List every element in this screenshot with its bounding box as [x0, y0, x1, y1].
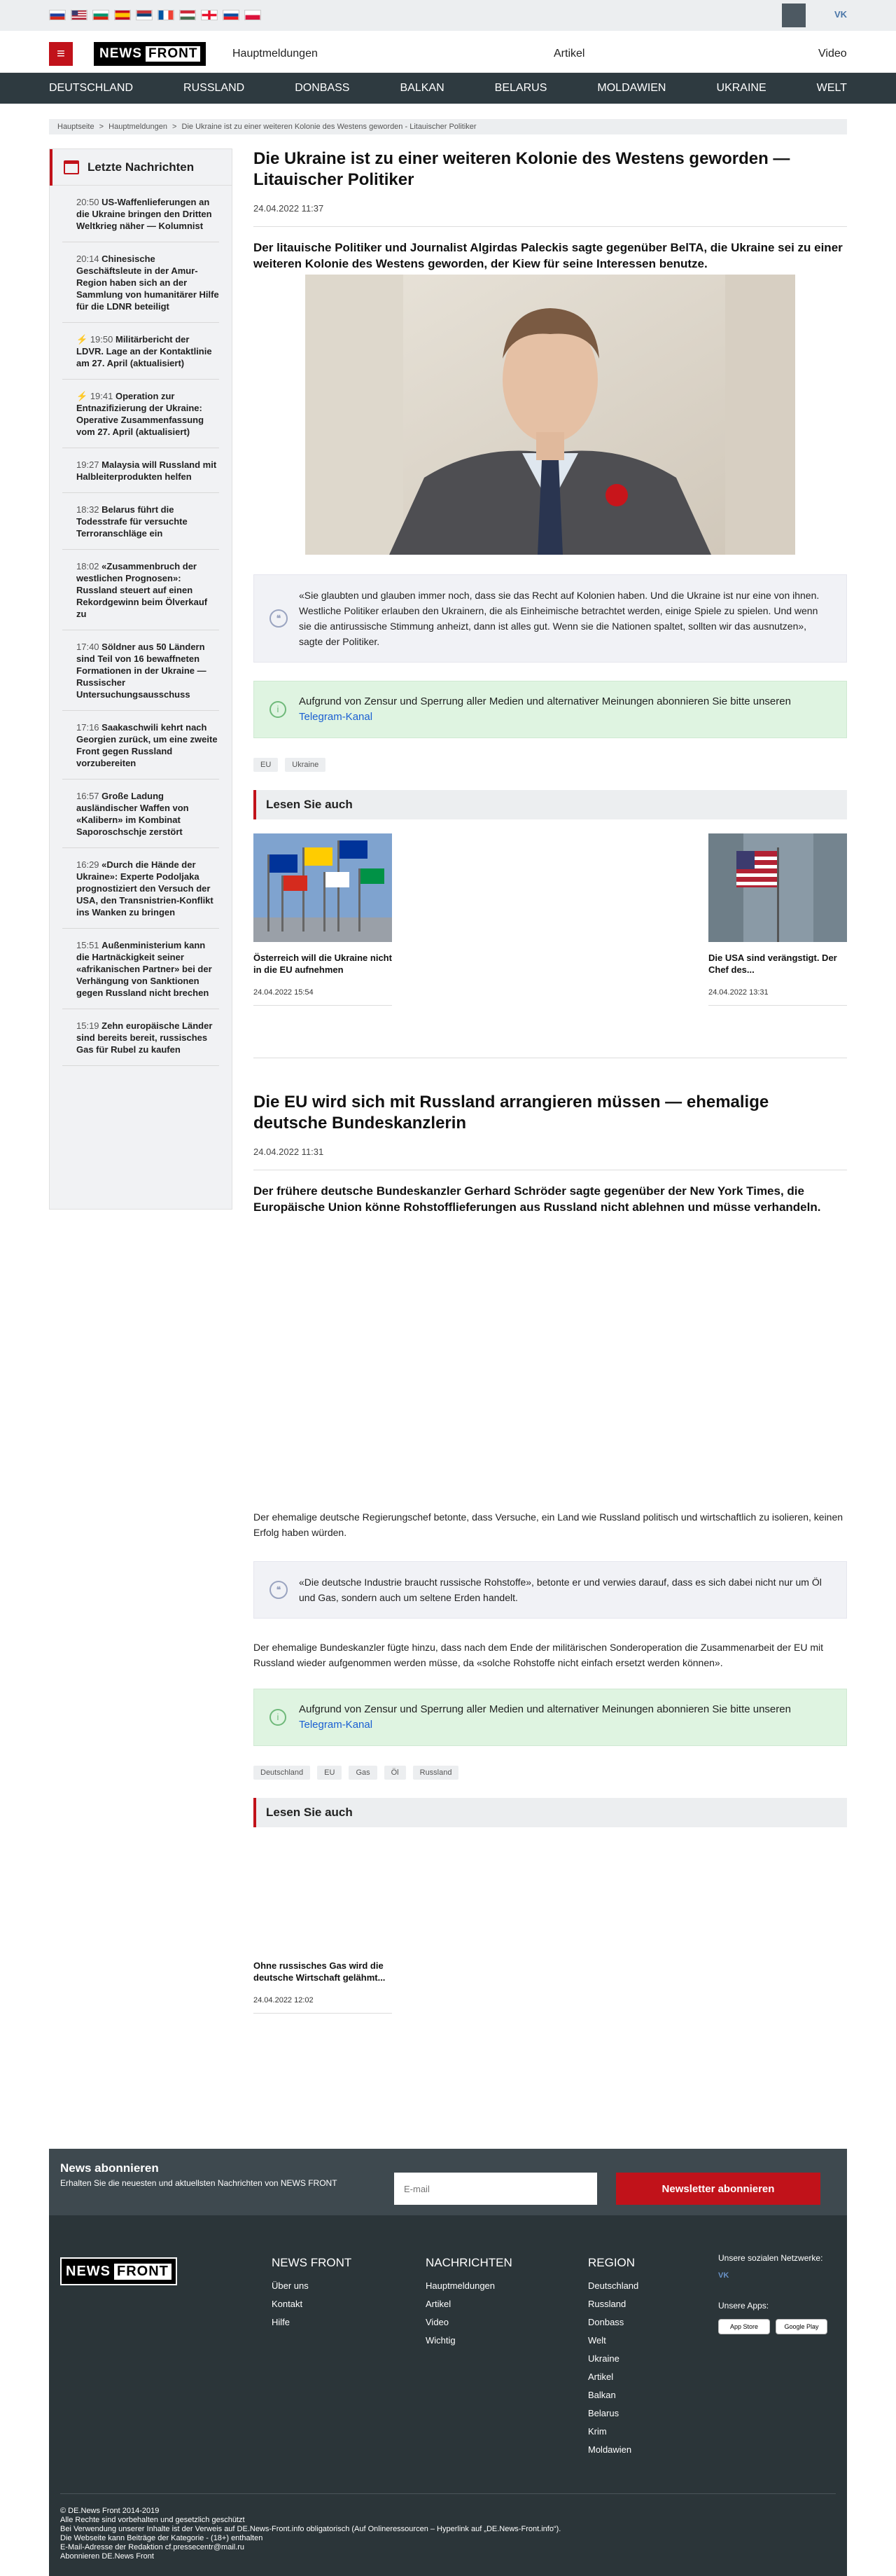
legal-line: Die Webseite kann Beiträge der Kategorie - (18+) enthalten [60, 2534, 263, 2542]
footer-logo[interactable] [60, 2257, 177, 2285]
footer-link[interactable]: Belarus [588, 2408, 620, 2418]
telegram-link[interactable]: Telegram-Kanal [299, 1719, 373, 1731]
flash-icon: ⚡ [76, 334, 88, 345]
quote-icon: ❝ [270, 1581, 288, 1599]
flag-fr-icon[interactable] [158, 10, 174, 20]
footer-col-region [588, 2256, 638, 2459]
sidebar-news-item[interactable] [62, 780, 219, 848]
breadcrumb-separator: > [99, 123, 104, 131]
flag-us-icon[interactable] [71, 10, 88, 20]
search-toggle-button[interactable] [782, 4, 806, 27]
nav-video[interactable]: Video [818, 48, 847, 60]
flag-hu-icon[interactable] [179, 10, 196, 20]
info-icon: i [270, 701, 286, 718]
social-title: Unsere sozialen Netzwerke: [718, 2253, 823, 2263]
footer-legal [60, 2493, 836, 2561]
article-photo [305, 275, 795, 555]
flag-pl-icon[interactable] [244, 10, 261, 20]
vk-icon[interactable]: VK [718, 2271, 729, 2280]
footer-link[interactable]: Kontakt [272, 2299, 303, 2309]
telegram-text: Aufgrund von Zensur und Sperrung aller Medien und alternativer Meinungen abonnieren Sie bitte unseren [299, 1703, 791, 1715]
news-time: 17:40 [76, 642, 99, 652]
app-store-badge[interactable]: App Store [718, 2319, 770, 2334]
article-title: Die Ukraine ist zu einer weiteren Kolonie des Westens geworden — Litauischer Politiker [253, 149, 790, 189]
sidebar-header [50, 149, 232, 186]
news-headline[interactable]: Außenministerium kann die Hartnäckigkeit seiner «afrikanischen Partner» bei der Verhängung von Sanktionen gegen Russland nicht brechen [76, 940, 212, 998]
article-quote [253, 574, 847, 663]
tag-list [253, 758, 847, 772]
article-date: 24.04.2022 11:37 [253, 203, 324, 214]
footer-col-title: REGION [588, 2256, 636, 2269]
news-headline[interactable]: Operation zur Entnazifizierung der Ukraine: Operative Zusammenfassung vom 27. April (aktualisiert) [76, 391, 204, 437]
divider [253, 226, 847, 227]
region-welt[interactable]: WELT [816, 82, 847, 94]
news-headline[interactable]: Belarus führt die Todesstrafe für versuchte Terroranschläge ein [76, 504, 188, 539]
tag[interactable]: Gas [349, 1766, 377, 1780]
region-belarus[interactable]: BELARUS [494, 82, 547, 94]
region-nav [0, 73, 896, 104]
card-title[interactable]: Die USA sind verängstigt. Der Chef des... [708, 953, 837, 975]
footer-link[interactable]: Ukraine [588, 2353, 620, 2364]
main-content [253, 148, 847, 2016]
nav-artikel[interactable]: Artikel [554, 48, 585, 60]
news-time: 19:50 [90, 334, 113, 345]
news-time: 16:29 [76, 859, 99, 870]
tag[interactable]: EU [317, 1766, 342, 1780]
article-quote [253, 1561, 847, 1619]
footer-col-newsfront [272, 2256, 351, 2332]
sidebar-news-list [50, 186, 232, 1066]
article-2 [253, 1092, 847, 2016]
footer-link[interactable]: Welt [588, 2335, 606, 2346]
news-time: 19:27 [76, 459, 99, 470]
tag[interactable]: EU [253, 758, 278, 772]
breadcrumb-separator: > [172, 123, 177, 131]
region-deutschland[interactable]: DEUTSCHLAND [49, 82, 134, 94]
site-footer [49, 2215, 847, 2576]
calendar-icon [64, 160, 79, 174]
info-icon: i [270, 1709, 286, 1726]
footer-link[interactable]: Donbass [588, 2317, 624, 2327]
news-time: 20:14 [76, 254, 99, 264]
footer-link[interactable]: Balkan [588, 2390, 616, 2400]
newsletter-subtitle: Erhalten Sie die neuesten und aktuellsten Nachrichten von NEWS FRONT [60, 2178, 337, 2188]
news-time: 20:50 [76, 197, 99, 207]
sidebar-title: Letzte Nachrichten [88, 160, 195, 174]
tag[interactable]: Russland [413, 1766, 459, 1780]
image-placeholder [253, 1215, 847, 1509]
sidebar-news-item[interactable] [62, 1009, 219, 1066]
footer-col-nachrichten [426, 2256, 512, 2350]
news-headline[interactable]: Malaysia will Russland mit Halbleiterprodukten helfen [76, 459, 217, 482]
article-lead: Der frühere deutsche Bundeskanzler Gerhard Schröder sagte gegenüber der New York Times, die Europäische Union könne Rohstofflieferungen aus Russland nicht ablehnen und müsse verhandeln. [253, 1184, 821, 1214]
card-image-placeholder [253, 1841, 392, 1950]
logo-front-text: FRONT [146, 46, 200, 62]
google-play-badge[interactable]: Google Play [776, 2319, 827, 2334]
sidebar-news-item[interactable] [62, 929, 219, 1009]
article-title: Die EU wird sich mit Russland arrangieren müssen — ehemalige deutsche Bundeskanzlerin [253, 1093, 769, 1133]
logo-news-text: NEWS [99, 46, 142, 61]
article-1 [253, 148, 847, 1023]
related-card[interactable] [708, 833, 847, 1006]
tag[interactable]: Deutschland [253, 1766, 310, 1780]
news-time: 15:19 [76, 1020, 99, 1031]
news-time: 18:02 [76, 561, 99, 572]
news-time: 16:57 [76, 791, 99, 801]
related-cards [253, 1841, 847, 2016]
card-date: 24.04.2022 13:31 [708, 988, 847, 1006]
related-card[interactable] [253, 833, 392, 1006]
newsletter-title: News abonnieren [60, 2161, 159, 2175]
footer-link[interactable]: Wichtig [426, 2335, 456, 2346]
vk-icon[interactable]: VK [834, 9, 848, 20]
footer-link[interactable]: Artikel [588, 2371, 614, 2382]
region-balkan[interactable]: BALKAN [400, 82, 444, 94]
sidebar-news-item[interactable] [62, 448, 219, 493]
footer-link[interactable]: Russland [588, 2299, 626, 2309]
logo-news-text: NEWS [66, 2263, 111, 2279]
legal-line: Bei Verwendung unserer Inhalte ist der Verweis auf DE.News-Front.info obligatorisch (Auf Onlineressourcen – Hyperlink auf „DE.News-Front.info“). [60, 2525, 561, 2533]
news-headline[interactable]: «Zusammenbruch der westlichen Prognosen»: Russland steuert auf einen Rekordgewinn beim Ölverkauf zu [76, 561, 208, 619]
flag-sk-icon[interactable] [223, 10, 239, 20]
newsletter-email-input[interactable] [394, 2173, 597, 2205]
footer-link[interactable]: Deutschland [588, 2280, 639, 2291]
news-time: 15:51 [76, 940, 99, 950]
article-paragraph: Der ehemalige Bundeskanzler fügte hinzu, dass nach dem Ende der militärischen Sonderoperation die Zusammenarbeit der EU mit Russland wieder aufgenommen werden müsse, da «solche Rohstoffe nicht einfach ersetzt werden können». [253, 1642, 823, 1668]
footer-link[interactable]: Hilfe [272, 2317, 290, 2327]
tag[interactable]: Öl [384, 1766, 406, 1780]
news-time: 17:16 [76, 722, 99, 733]
footer-link[interactable]: Video [426, 2317, 449, 2327]
nav-hauptmeldungen[interactable]: Hauptmeldungen [232, 48, 318, 60]
news-time: 19:41 [90, 391, 113, 401]
footer-social [718, 2253, 833, 2334]
sidebar-news-item[interactable] [62, 711, 219, 780]
sidebar-news-item[interactable] [62, 630, 219, 711]
flag-ru-icon[interactable] [49, 10, 66, 20]
newsletter-section [49, 2149, 847, 2215]
legal-line: E-Mail-Adresse der Redaktion cf.pressecentr@mail.ru [60, 2543, 245, 2551]
read-also-header: Lesen Sie auch [253, 790, 847, 819]
news-headline[interactable]: Zehn europäische Länder sind bereits bereit, russisches Gas für Rubel zu kaufen [76, 1020, 213, 1055]
flash-icon: ⚡ [76, 391, 88, 401]
breadcrumb [49, 119, 847, 134]
card-title[interactable]: Ohne russisches Gas wird die deutsche Wirtschaft gelähmt... [253, 1960, 386, 1983]
article-paragraph: Der ehemalige deutsche Regierungschef betonte, dass Versuche, ein Land wie Russland politisch und wirtschaftlich zu isolieren, keinen Erfolg haben würden. [253, 1511, 844, 1538]
hamburger-icon: ≡ [57, 46, 65, 62]
sidebar-news-item[interactable] [62, 186, 219, 242]
sidebar-news-item[interactable] [62, 550, 219, 630]
news-headline[interactable]: Söldner aus 50 Ländern sind Teil von 16 bewaffneten Formationen in der Ukraine — Russischer Untersuchungsausschuss [76, 642, 206, 700]
related-cards [253, 833, 847, 1023]
flag-es-icon[interactable] [114, 10, 131, 20]
apps-title: Unsere Apps: [718, 2301, 769, 2311]
flag-ge-icon[interactable] [201, 10, 218, 20]
tag[interactable]: Ukraine [285, 758, 326, 772]
card-title[interactable]: Österreich will die Ukraine nicht in die EU aufnehmen [253, 953, 392, 975]
news-headline[interactable]: US-Waffenlieferungen an die Ukraine bringen den Dritten Weltkrieg näher — Kolumnist [76, 197, 212, 231]
region-ukraine[interactable]: UKRAINE [716, 82, 766, 94]
newsletter-subscribe-button[interactable]: Newsletter abonnieren [616, 2173, 820, 2205]
breadcrumb-section[interactable]: Hauptmeldungen [108, 123, 167, 131]
footer-col-title: NEWS FRONT [272, 2256, 352, 2269]
site-logo[interactable] [94, 42, 206, 66]
sidebar-news-item[interactable] [62, 848, 219, 929]
footer-link[interactable]: Krim [588, 2426, 607, 2437]
region-moldawien[interactable]: MOLDAWIEN [597, 82, 666, 94]
news-time: 18:32 [76, 504, 99, 515]
legal-line[interactable]: Abonnieren DE.News Front [60, 2552, 154, 2561]
breadcrumb-home[interactable]: Hauptseite [57, 123, 94, 131]
news-headline[interactable]: Militärbericht der LDVR. Lage an der Kontaktlinie am 27. April (aktualisiert) [76, 334, 212, 368]
card-image [708, 833, 847, 942]
menu-button[interactable] [49, 42, 73, 66]
quote-icon: ❝ [270, 609, 288, 628]
tag-list [253, 1766, 847, 1780]
article-date: 24.04.2022 11:31 [253, 1147, 324, 1157]
telegram-text: Aufgrund von Zensur und Sperrung aller Medien und alternativer Meinungen abonnieren Sie bitte unseren [299, 695, 791, 707]
flag-bg-icon[interactable] [92, 10, 109, 20]
legal-line: Alle Rechte sind vorbehalten und gesetzlich geschützt [60, 2516, 245, 2524]
quote-text: «Die deutsche Industrie braucht russische Rohstoffe», betonte er und verwies darauf, dass es sich dabei nicht nur um Öl und Gas, sondern auch um seltene Erden handelt. [299, 1577, 822, 1603]
telegram-link[interactable]: Telegram-Kanal [299, 711, 373, 723]
site-header [0, 31, 896, 73]
footer-link[interactable]: Über uns [272, 2280, 309, 2291]
latest-news-sidebar [49, 148, 232, 1210]
footer-link[interactable]: Hauptmeldungen [426, 2280, 496, 2291]
flag-rs-icon[interactable] [136, 10, 153, 20]
read-also-header: Lesen Sie auch [253, 1798, 847, 1827]
region-donbass[interactable]: DONBASS [295, 82, 350, 94]
footer-link[interactable]: Artikel [426, 2299, 451, 2309]
sidebar-news-item[interactable] [62, 323, 219, 380]
news-headline[interactable]: Saakaschwili kehrt nach Georgien zurück, um eine zweite Front gegen Russland vorzubereiten [76, 722, 218, 768]
region-russland[interactable]: RUSSLAND [183, 82, 245, 94]
article-lead: Der litauische Politiker und Journalist Algirdas Paleckis sagte gegenüber BelTA, die Ukraine sei zu einer weiteren Kolonie des Westens geworden, der Kiew für seine Interessen benutze. [253, 241, 843, 270]
language-flags [49, 10, 261, 20]
logo-front-text: FRONT [114, 2264, 172, 2280]
related-card[interactable] [253, 1841, 392, 2014]
language-bar [0, 0, 896, 31]
news-headline[interactable]: «Durch die Hände der Ukraine»: Experte Podoljaka prognostiziert den Versuch der USA, den Transnistrien-Konflikt ins Wanken zu bringen [76, 859, 214, 917]
news-headline[interactable]: Chinesische Geschäftsleute in der Amur-Region haben sich an der Sammlung von humanitärer Hilfe für die LDNR beteiligt [76, 254, 219, 312]
footer-link[interactable]: Moldawien [588, 2444, 632, 2455]
news-headline[interactable]: Große Ladung ausländischer Waffen von «Kalibern» im Kombinat Saporoschschje zerstört [76, 791, 189, 837]
sidebar-news-item[interactable] [62, 493, 219, 550]
sidebar-news-item[interactable] [62, 380, 219, 448]
quote-text: «Sie glaubten und glauben immer noch, dass sie das Recht auf Kolonien haben. Und die Ukraine ist nur eine von ihnen. Westliche Politiker erlauben den Ukrainern, die als Einheimische betrachtet werden, einige Spiele zu spielen. Und wenn sie die antirussische Stimmung anheizt, dann ist alles gut. Wenn sie die Nationen spaltet, sollten wir das ausnutzen», sagte der Politiker. [299, 590, 820, 647]
card-date: 24.04.2022 15:54 [253, 988, 392, 1006]
legal-line: © DE.News Front 2014-2019 [60, 2507, 160, 2515]
breadcrumb-current: Die Ukraine ist zu einer weiteren Kolonie des Westens geworden - Litauischer Politiker [181, 123, 477, 131]
sidebar-news-item[interactable] [62, 242, 219, 323]
telegram-banner [253, 681, 847, 738]
card-date: 24.04.2022 12:02 [253, 1996, 392, 2014]
footer-col-title: NACHRICHTEN [426, 2256, 512, 2269]
telegram-banner [253, 1689, 847, 1746]
card-image [253, 833, 392, 942]
